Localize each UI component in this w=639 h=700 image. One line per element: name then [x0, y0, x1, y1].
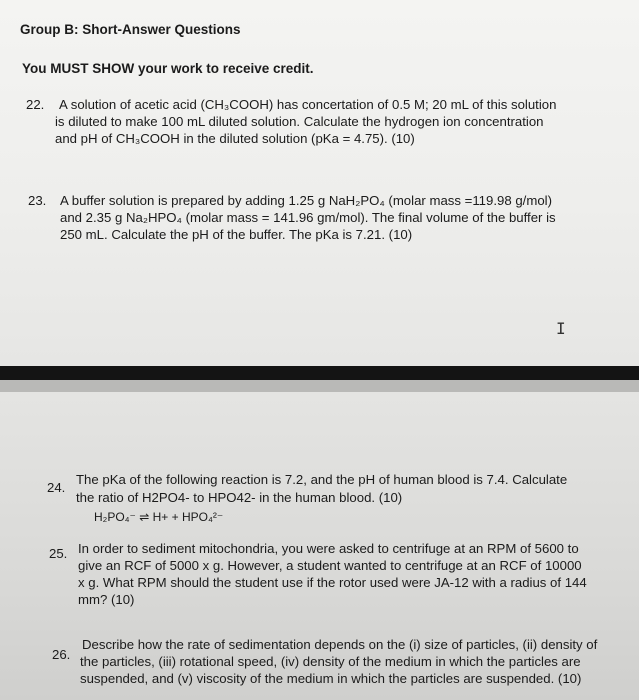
question-line: In order to sediment mitochondria, you were asked to centrifuge at an RPM of 5600 to: [78, 541, 579, 556]
reaction-equation: H₂PO₄⁻ ⇌ H+ + HPO₄²⁻: [94, 510, 224, 524]
question-number: 23.: [28, 193, 47, 208]
divider-gap: [0, 380, 639, 392]
question-line: 250 mL. Calculate the pH of the buffer. The pKa is 7.21. (10): [60, 227, 413, 242]
instruction-text: You MUST SHOW your work to receive credit.: [22, 61, 314, 76]
question-line: the particles, (iii) rotational speed, (iv) density of the medium in which the particles are: [80, 654, 581, 669]
question-line: and pH of CH₃COOH in the diluted solution (pKa = 4.75). (10): [55, 131, 415, 146]
question-line: The pKa of the following reaction is 7.2, and the pH of human blood is 7.4. Calculate: [76, 472, 568, 487]
text-cursor-icon: I: [556, 319, 566, 338]
divider-band: [0, 366, 639, 380]
question-line: Describe how the rate of sedimentation depends on the (i) size of particles, (ii) density of: [82, 637, 598, 652]
question-line: suspended, and (v) viscosity of the medium in which the particles are suspended. (10): [80, 671, 582, 686]
question-line: mm? (10): [78, 592, 135, 607]
question-line: A buffer solution is prepared by adding 1.25 g NaH₂PO₄ (molar mass =119.98 g/mol): [60, 193, 552, 208]
question-line: A solution of acetic acid (CH₃COOH) has concertation of 0.5 M; 20 mL of this solution: [59, 97, 557, 112]
question-line: give an RCF of 5000 x g. However, a student wanted to centrifuge at an RCF of 10000: [78, 558, 582, 573]
question-line: the ratio of H2PO4- to HPO42- in the human blood. (10): [76, 490, 403, 505]
question-number: 26.: [52, 647, 71, 662]
question-number: 24.: [47, 480, 66, 495]
question-line: and 2.35 g Na₂HPO₄ (molar mass = 141.96 gm/mol). The final volume of the buffer is: [60, 210, 556, 225]
question-line: x g. What RPM should the student use if the rotor used were JA-12 with a radius of 144: [78, 575, 587, 590]
question-number: 22.: [26, 97, 45, 112]
question-line: is diluted to make 100 mL diluted solution. Calculate the hydrogen ion concentration: [55, 114, 544, 129]
question-number: 25.: [49, 546, 68, 561]
group-title: Group B: Short-Answer Questions: [20, 22, 241, 37]
